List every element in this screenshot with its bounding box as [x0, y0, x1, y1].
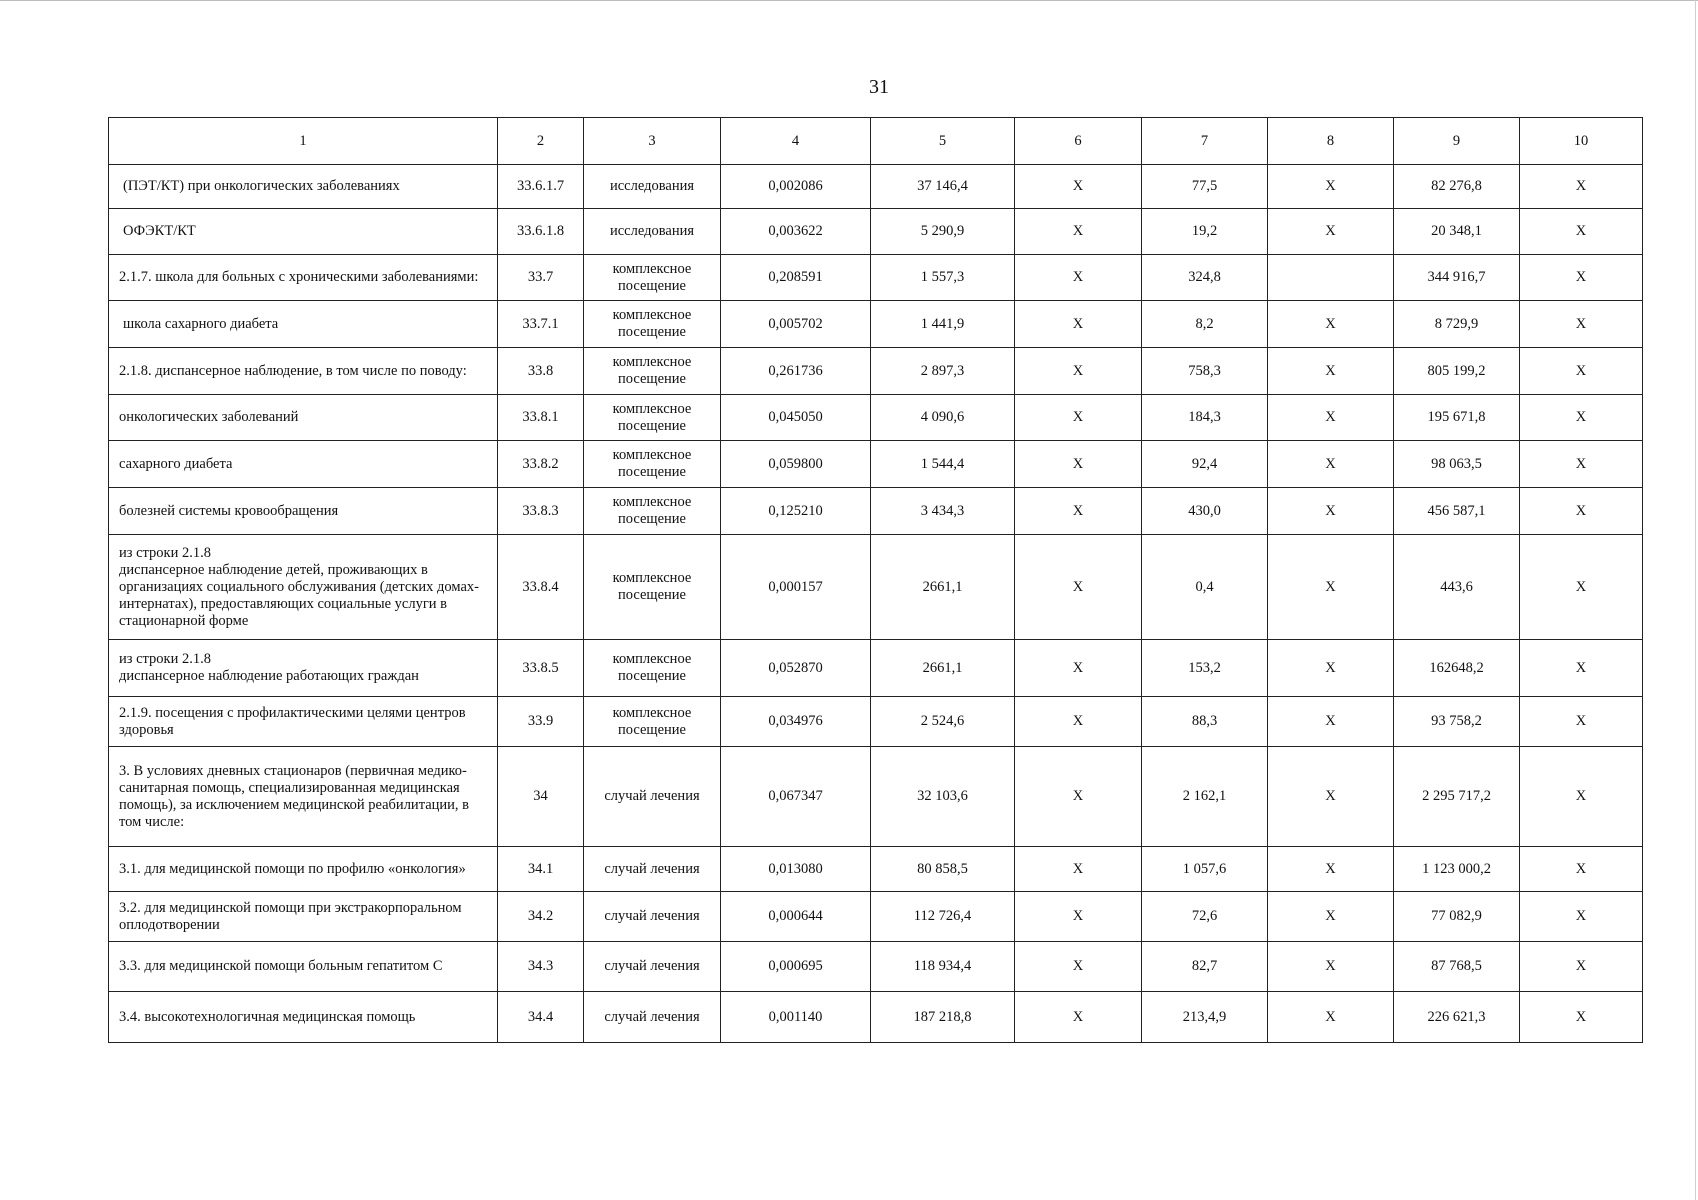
table-cell: 213,4,9: [1142, 992, 1268, 1043]
table-cell: 2 295 717,2: [1394, 747, 1520, 847]
table-cell: 92,4: [1142, 441, 1268, 488]
table-cell: X: [1520, 348, 1643, 395]
table-cell: 82,7: [1142, 942, 1268, 992]
table-cell: 88,3: [1142, 697, 1268, 747]
table-cell: 2 524,6: [871, 697, 1015, 747]
table-cell: X: [1520, 892, 1643, 942]
table-cell: X: [1015, 942, 1142, 992]
table-cell: 324,8: [1142, 255, 1268, 301]
table-cell: X: [1520, 847, 1643, 892]
table-cell: 0,003622: [721, 209, 871, 255]
header-cell: 2: [498, 118, 584, 165]
table-cell: случай лечения: [584, 847, 721, 892]
table-cell: X: [1520, 697, 1643, 747]
table-cell: комплексное посещение: [584, 301, 721, 348]
header-cell: 4: [721, 118, 871, 165]
scan-edge-top: [0, 0, 1698, 1]
table-row: [109, 697, 1643, 747]
table-cell: X: [1268, 209, 1394, 255]
table-cell: 0,013080: [721, 847, 871, 892]
table-cell: 37 146,4: [871, 165, 1015, 209]
row-label-cell: из строки 2.1.8 диспансерное наблюдение работающих граждан: [109, 640, 498, 697]
table-cell: 4 090,6: [871, 395, 1015, 441]
table-cell: 1 544,4: [871, 441, 1015, 488]
table-cell: комплексное посещение: [584, 535, 721, 640]
table-cell: 93 758,2: [1394, 697, 1520, 747]
row-label-cell: 3.3. для медицинской помощи больным гепатитом С: [109, 942, 498, 992]
table-cell: X: [1015, 209, 1142, 255]
table-cell: X: [1015, 535, 1142, 640]
header-cell: 8: [1268, 118, 1394, 165]
table-cell: X: [1015, 348, 1142, 395]
table-cell: 33.8.4: [498, 535, 584, 640]
table-cell: 195 671,8: [1394, 395, 1520, 441]
table-cell: 1 057,6: [1142, 847, 1268, 892]
table-cell: X: [1268, 847, 1394, 892]
table-cell: X: [1015, 255, 1142, 301]
table-row: [109, 395, 1643, 441]
table-row: [109, 301, 1643, 348]
table-cell: 112 726,4: [871, 892, 1015, 942]
table-cell: X: [1268, 640, 1394, 697]
table-cell: 34.3: [498, 942, 584, 992]
table-cell: X: [1015, 847, 1142, 892]
table-row: [109, 747, 1643, 847]
row-label-cell: болезней системы кровообращения: [109, 488, 498, 535]
table-cell: X: [1268, 942, 1394, 992]
table-cell: исследования: [584, 165, 721, 209]
table-cell: 184,3: [1142, 395, 1268, 441]
table-row: [109, 209, 1643, 255]
table-cell: X: [1520, 395, 1643, 441]
row-label-cell: (ПЭТ/КТ) при онкологических заболеваниях: [109, 165, 498, 209]
table-cell: случай лечения: [584, 747, 721, 847]
table-cell: X: [1015, 488, 1142, 535]
header-cell: 1: [109, 118, 498, 165]
table-cell: 0,000695: [721, 942, 871, 992]
row-label-cell: ОФЭКТ/КТ: [109, 209, 498, 255]
table-cell: комплексное посещение: [584, 640, 721, 697]
table-cell: X: [1268, 395, 1394, 441]
table-cell: X: [1520, 301, 1643, 348]
table-cell: 33.7: [498, 255, 584, 301]
table-cell: 758,3: [1142, 348, 1268, 395]
table-cell: X: [1520, 747, 1643, 847]
table-cell: X: [1520, 488, 1643, 535]
table-cell: 0,005702: [721, 301, 871, 348]
table-cell: комплексное посещение: [584, 441, 721, 488]
table-row: [109, 847, 1643, 892]
table-cell: 33.7.1: [498, 301, 584, 348]
table-cell: 2661,1: [871, 535, 1015, 640]
table-cell: X: [1015, 697, 1142, 747]
table-cell: 153,2: [1142, 640, 1268, 697]
table-cell: X: [1015, 892, 1142, 942]
table-cell: 0,059800: [721, 441, 871, 488]
table-cell: комплексное посещение: [584, 348, 721, 395]
header-cell: 3: [584, 118, 721, 165]
table-cell: X: [1015, 301, 1142, 348]
table-cell: 0,4: [1142, 535, 1268, 640]
table-cell: 118 934,4: [871, 942, 1015, 992]
data-table: [108, 117, 1643, 1043]
table-cell: X: [1015, 992, 1142, 1043]
table-cell: 72,6: [1142, 892, 1268, 942]
table-row: [109, 535, 1643, 640]
row-label-cell: 3.4. высокотехнологичная медицинская помощь: [109, 992, 498, 1043]
table-cell: 34: [498, 747, 584, 847]
table-cell: 33.6.1.8: [498, 209, 584, 255]
table-row: [109, 640, 1643, 697]
table-cell: X: [1520, 255, 1643, 301]
table-cell: 805 199,2: [1394, 348, 1520, 395]
table-body: [109, 118, 1643, 1043]
header-cell: 5: [871, 118, 1015, 165]
table-cell: 33.9: [498, 697, 584, 747]
table-cell: 0,125210: [721, 488, 871, 535]
table-cell: X: [1015, 441, 1142, 488]
table-cell: 1 123 000,2: [1394, 847, 1520, 892]
table-cell: X: [1015, 640, 1142, 697]
table-cell: 162648,2: [1394, 640, 1520, 697]
table-cell: 34.2: [498, 892, 584, 942]
table-cell: 5 290,9: [871, 209, 1015, 255]
table-cell: X: [1520, 209, 1643, 255]
table-cell: 82 276,8: [1394, 165, 1520, 209]
table-row: [109, 165, 1643, 209]
table-cell: 87 768,5: [1394, 942, 1520, 992]
table-cell: 33.8.5: [498, 640, 584, 697]
table-cell: 443,6: [1394, 535, 1520, 640]
table-cell: 34.1: [498, 847, 584, 892]
table-cell: 430,0: [1142, 488, 1268, 535]
table-cell: X: [1268, 441, 1394, 488]
table-row: [109, 348, 1643, 395]
row-label-cell: 3.2. для медицинской помощи при экстракорпоральном оплодотворении: [109, 892, 498, 942]
table-cell: X: [1520, 535, 1643, 640]
table-cell: X: [1268, 488, 1394, 535]
table-cell: случай лечения: [584, 892, 721, 942]
table-cell: 32 103,6: [871, 747, 1015, 847]
table-cell: 77,5: [1142, 165, 1268, 209]
row-label-cell: 2.1.7. школа для больных с хроническими заболеваниями:: [109, 255, 498, 301]
table-cell: [1268, 255, 1394, 301]
table-cell: 0,208591: [721, 255, 871, 301]
row-label-cell: онкологических заболеваний: [109, 395, 498, 441]
table-cell: X: [1268, 535, 1394, 640]
table-cell: 33.6.1.7: [498, 165, 584, 209]
table-cell: X: [1268, 697, 1394, 747]
table-cell: 33.8.1: [498, 395, 584, 441]
table-cell: комплексное посещение: [584, 697, 721, 747]
header-cell: 6: [1015, 118, 1142, 165]
table-cell: 187 218,8: [871, 992, 1015, 1043]
table-row: [109, 992, 1643, 1043]
table-cell: 33.8: [498, 348, 584, 395]
table-cell: комплексное посещение: [584, 488, 721, 535]
table-cell: 8 729,9: [1394, 301, 1520, 348]
table-cell: X: [1268, 992, 1394, 1043]
table-cell: 2 162,1: [1142, 747, 1268, 847]
table-cell: 2 897,3: [871, 348, 1015, 395]
table-cell: 2661,1: [871, 640, 1015, 697]
table-row: [109, 441, 1643, 488]
table-cell: 0,261736: [721, 348, 871, 395]
table-cell: 33.8.3: [498, 488, 584, 535]
table-cell: 0,000644: [721, 892, 871, 942]
table-cell: X: [1520, 942, 1643, 992]
table-row: [109, 488, 1643, 535]
table-cell: X: [1015, 165, 1142, 209]
header-cell: 10: [1520, 118, 1643, 165]
table-cell: X: [1268, 348, 1394, 395]
table-cell: 0,001140: [721, 992, 871, 1043]
table-cell: 98 063,5: [1394, 441, 1520, 488]
page-number: 31: [869, 76, 889, 98]
table-cell: комплексное посещение: [584, 255, 721, 301]
table-cell: комплексное посещение: [584, 395, 721, 441]
table-cell: 0,067347: [721, 747, 871, 847]
row-label-cell: 3.1. для медицинской помощи по профилю «онкология»: [109, 847, 498, 892]
table-cell: X: [1520, 640, 1643, 697]
table-cell: X: [1520, 992, 1643, 1043]
table-cell: 456 587,1: [1394, 488, 1520, 535]
table-cell: X: [1015, 747, 1142, 847]
table-cell: 0,002086: [721, 165, 871, 209]
table-cell: исследования: [584, 209, 721, 255]
header-row: [109, 118, 1643, 165]
table-cell: 20 348,1: [1394, 209, 1520, 255]
table-cell: 8,2: [1142, 301, 1268, 348]
table-cell: X: [1520, 441, 1643, 488]
table-cell: X: [1268, 165, 1394, 209]
table-cell: 226 621,3: [1394, 992, 1520, 1043]
header-cell: 7: [1142, 118, 1268, 165]
table-cell: 0,045050: [721, 395, 871, 441]
scan-edge-right: [1695, 0, 1696, 1200]
table-cell: случай лечения: [584, 992, 721, 1043]
table-cell: 0,000157: [721, 535, 871, 640]
table-cell: X: [1268, 892, 1394, 942]
table-cell: 0,034976: [721, 697, 871, 747]
table-cell: 344 916,7: [1394, 255, 1520, 301]
table-cell: X: [1268, 301, 1394, 348]
table-cell: 3 434,3: [871, 488, 1015, 535]
row-label-cell: 2.1.8. диспансерное наблюдение, в том числе по поводу:: [109, 348, 498, 395]
table-row: [109, 892, 1643, 942]
table-cell: X: [1015, 395, 1142, 441]
row-label-cell: 3. В условиях дневных стационаров (первичная медико-санитарная помощь, специализированная медицинская помощь), за исключением медицинской реабилитации, в том числе:: [109, 747, 498, 847]
table-row: [109, 942, 1643, 992]
table-cell: 33.8.2: [498, 441, 584, 488]
table-cell: 0,052870: [721, 640, 871, 697]
table-row: [109, 255, 1643, 301]
table-cell: 1 557,3: [871, 255, 1015, 301]
table-cell: X: [1520, 165, 1643, 209]
row-label-cell: сахарного диабета: [109, 441, 498, 488]
table-cell: X: [1268, 747, 1394, 847]
table-cell: 19,2: [1142, 209, 1268, 255]
row-label-cell: 2.1.9. посещения с профилактическими целями центров здоровья: [109, 697, 498, 747]
table-cell: 80 858,5: [871, 847, 1015, 892]
header-cell: 9: [1394, 118, 1520, 165]
row-label-cell: из строки 2.1.8 диспансерное наблюдение детей, проживающих в организациях социального обслуживания (детских домах-интернатах), предоставляющих социальные услуги в стационарной форме: [109, 535, 498, 640]
table-cell: 1 441,9: [871, 301, 1015, 348]
table-cell: 77 082,9: [1394, 892, 1520, 942]
row-label-cell: школа сахарного диабета: [109, 301, 498, 348]
table-cell: случай лечения: [584, 942, 721, 992]
table-cell: 34.4: [498, 992, 584, 1043]
